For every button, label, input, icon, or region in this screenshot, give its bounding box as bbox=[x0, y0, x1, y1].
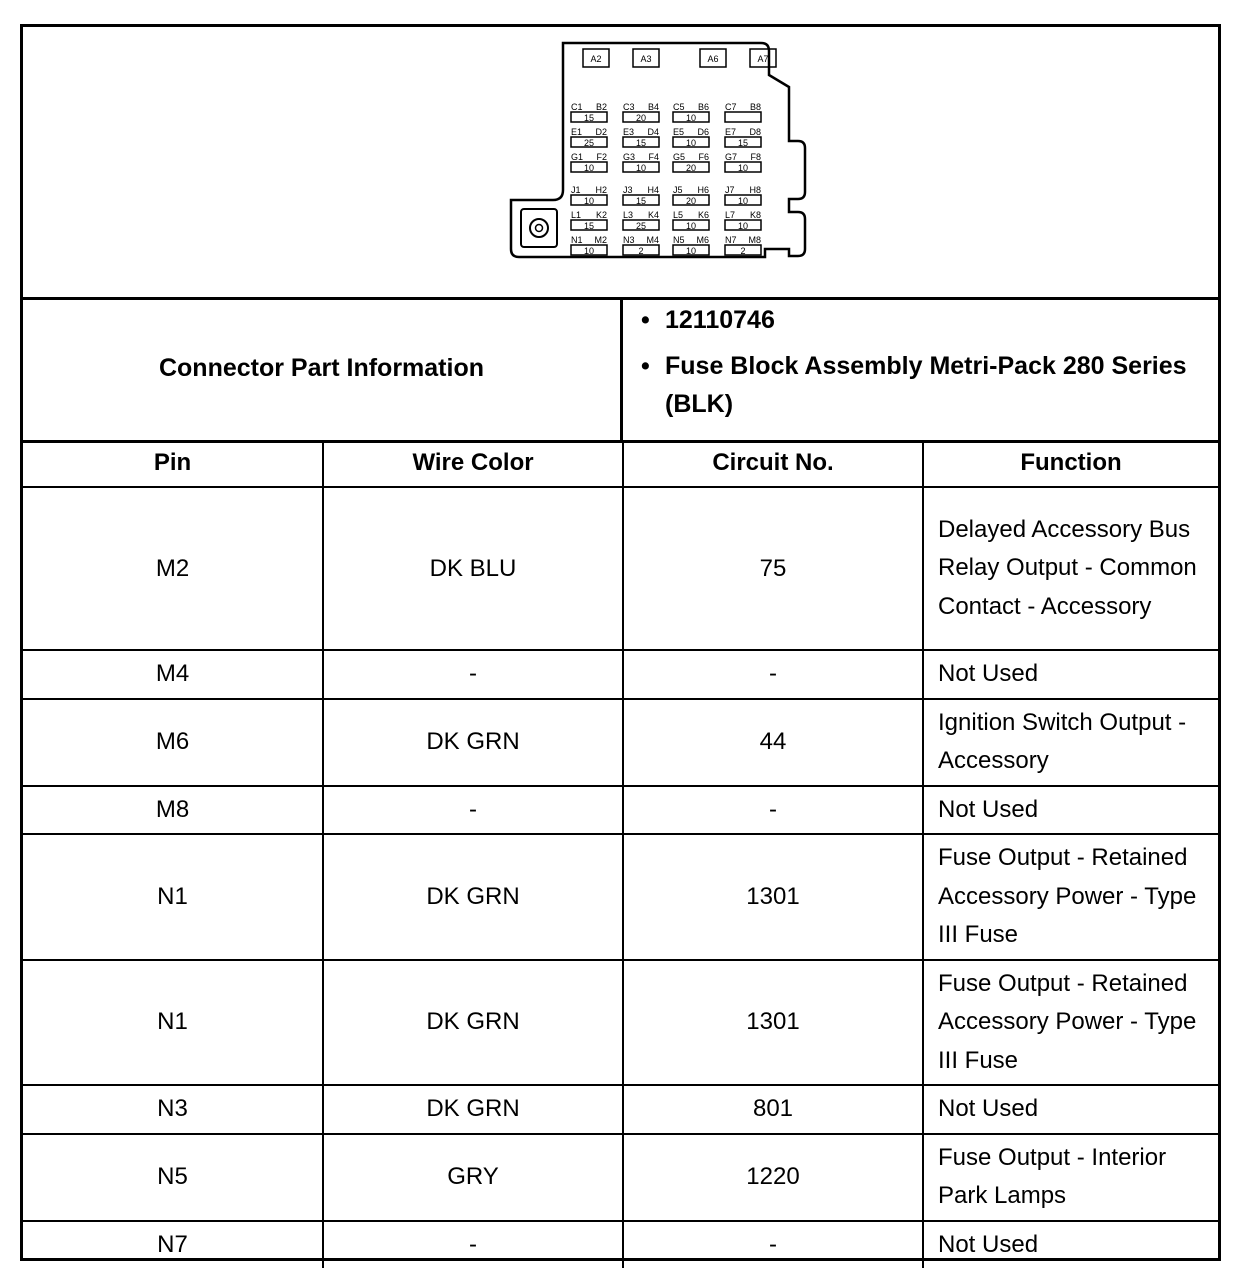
header-pin: Pin bbox=[23, 440, 323, 487]
header-function: Function bbox=[923, 440, 1218, 487]
table-row bbox=[23, 1221, 1218, 1269]
fuse-left-pin-label: N1 bbox=[571, 235, 583, 245]
fuse-amp-label: 10 bbox=[685, 138, 697, 148]
fuse-slot bbox=[673, 185, 709, 206]
relay-socket bbox=[633, 49, 659, 67]
fuse-slot bbox=[571, 210, 607, 231]
relay-socket bbox=[583, 49, 609, 67]
fuse-right-pin-label: F6 bbox=[698, 152, 709, 162]
fuse-block-diagram bbox=[493, 35, 833, 285]
relay-label: A6 bbox=[707, 54, 719, 64]
fuse-slot bbox=[725, 102, 761, 122]
fuse-left-pin-label: E3 bbox=[623, 127, 635, 137]
fuse-left-pin-label: E5 bbox=[673, 127, 685, 137]
fuse-right-pin-label: M4 bbox=[646, 235, 659, 245]
fuse-amp-label: 15 bbox=[635, 196, 647, 206]
relay-sockets bbox=[583, 49, 776, 67]
circuit-cell: 1301 bbox=[623, 834, 923, 960]
fuse-slot bbox=[673, 210, 709, 231]
fuse-slot bbox=[623, 210, 659, 231]
fuse-slot bbox=[571, 102, 607, 123]
pin-cell: N1 bbox=[23, 960, 323, 1086]
fuse-amp-label: 10 bbox=[737, 163, 749, 173]
fuse-right-pin-label: K6 bbox=[697, 210, 709, 220]
fuse-right-pin-label: F2 bbox=[596, 152, 607, 162]
pin-cell: N3 bbox=[23, 1085, 323, 1134]
function-cell: Not Used bbox=[923, 1221, 1218, 1269]
connector-info-list bbox=[635, 297, 1215, 423]
pin-cell: N1 bbox=[23, 834, 323, 960]
relay-label: A3 bbox=[640, 54, 652, 64]
table-row bbox=[23, 1134, 1218, 1221]
mounting-boss bbox=[521, 209, 557, 247]
function-cell: Not Used bbox=[923, 786, 1218, 835]
fuse-right-pin-label: F4 bbox=[648, 152, 659, 162]
fuse-block-diagram-cell bbox=[23, 27, 1218, 300]
fuse-right-pin-label: F8 bbox=[750, 152, 761, 162]
function-cell: Fuse Output - Interior Park Lamps bbox=[923, 1134, 1218, 1221]
fuse-amp-label: 20 bbox=[685, 196, 697, 206]
relay-label: A2 bbox=[590, 54, 602, 64]
fuse-left-pin-label: E7 bbox=[725, 127, 737, 137]
function-cell: Ignition Switch Output - Accessory bbox=[923, 699, 1218, 786]
wire-color-cell: DK GRN bbox=[323, 834, 623, 960]
fuse-right-pin-label: H4 bbox=[647, 185, 659, 195]
fuse-left-pin-label: J7 bbox=[725, 185, 735, 195]
fuse-right-pin-label: H6 bbox=[697, 185, 709, 195]
wire-color-cell: DK BLU bbox=[323, 487, 623, 650]
fuse-right-pin-label: B8 bbox=[749, 102, 761, 112]
fuse-slot bbox=[623, 235, 659, 256]
fuse-slot bbox=[571, 185, 607, 206]
connector-sheet bbox=[20, 24, 1221, 1261]
fuse-right-pin-label: K2 bbox=[595, 210, 607, 220]
fuse-left-pin-label: J3 bbox=[623, 185, 633, 195]
fuse-amp-label: 10 bbox=[737, 196, 749, 206]
header-circuit: Circuit No. bbox=[623, 440, 923, 487]
fuse-right-pin-label: D6 bbox=[697, 127, 709, 137]
fuse-right-pin-label: K8 bbox=[749, 210, 761, 220]
fuse-right-pin-label: M8 bbox=[748, 235, 761, 245]
wire-color-cell: - bbox=[323, 786, 623, 835]
fuse-slot bbox=[673, 152, 709, 173]
fuse-slot bbox=[571, 152, 607, 173]
fuse-amp-label: 15 bbox=[635, 138, 647, 148]
table-header-row bbox=[23, 440, 1218, 487]
fuse-slot bbox=[725, 152, 761, 173]
pin-cell: N7 bbox=[23, 1221, 323, 1269]
relay-label: A7 bbox=[757, 54, 769, 64]
table-row bbox=[23, 699, 1218, 786]
function-cell: Fuse Output - Retained Accessory Power - Type III Fuse bbox=[923, 960, 1218, 1086]
fuse-amp-label: 15 bbox=[737, 138, 749, 148]
fuse-amp-label: 10 bbox=[685, 221, 697, 231]
pin-cell: M4 bbox=[23, 650, 323, 699]
part-description: • Fuse Block Assembly Metri-Pack 280 Series (BLK) bbox=[635, 347, 1215, 423]
fuse-right-pin-label: K4 bbox=[647, 210, 659, 220]
fuse-amp-label: 20 bbox=[635, 113, 647, 123]
fuse-amp-label: 10 bbox=[685, 113, 697, 123]
pin-cell: M6 bbox=[23, 699, 323, 786]
fuse-left-pin-label: G5 bbox=[673, 152, 686, 162]
function-cell: Fuse Output - Retained Accessory Power - Type III Fuse bbox=[923, 834, 1218, 960]
fuse-slot bbox=[623, 127, 659, 148]
fuse-slot bbox=[623, 152, 659, 173]
table-row bbox=[23, 1085, 1218, 1134]
fuse-slot bbox=[673, 235, 709, 256]
fuse-left-pin-label: L7 bbox=[725, 210, 736, 220]
fuse-slot bbox=[673, 127, 709, 148]
fuse-left-pin-label: G3 bbox=[623, 152, 636, 162]
fuse-left-pin-label: N7 bbox=[725, 235, 737, 245]
fuse-left-pin-label: G1 bbox=[571, 152, 584, 162]
relay-socket bbox=[750, 49, 776, 67]
fuse-slot bbox=[725, 127, 761, 148]
circuit-cell: 75 bbox=[623, 487, 923, 650]
relay-socket bbox=[700, 49, 726, 67]
wire-color-cell: DK GRN bbox=[323, 699, 623, 786]
function-cell: Not Used bbox=[923, 650, 1218, 699]
function-cell: Not Used bbox=[923, 1085, 1218, 1134]
fuse-amp-label: 10 bbox=[737, 221, 749, 231]
fuse-slot bbox=[623, 102, 659, 123]
fuse-slot bbox=[571, 127, 607, 148]
fuse-amp-label: 25 bbox=[635, 221, 647, 231]
wire-color-cell: DK GRN bbox=[323, 1085, 623, 1134]
fuse-right-pin-label: D8 bbox=[749, 127, 761, 137]
circuit-cell: - bbox=[623, 786, 923, 835]
fuse-amp-label: 25 bbox=[583, 138, 595, 148]
fuse-grid bbox=[571, 102, 761, 256]
connector-info-label: Connector Part Information bbox=[23, 297, 623, 440]
circuit-cell: 1220 bbox=[623, 1134, 923, 1221]
fuse-amp-label: 10 bbox=[583, 163, 595, 173]
fuse-left-pin-label: L5 bbox=[673, 210, 684, 220]
circuit-cell: - bbox=[623, 650, 923, 699]
part-number: • 12110746 bbox=[635, 301, 1215, 339]
fuse-amp-label: 2 bbox=[740, 246, 746, 256]
fuse-amp-label: 2 bbox=[638, 246, 644, 256]
fuse-right-pin-label: D4 bbox=[647, 127, 659, 137]
pin-cell: M2 bbox=[23, 487, 323, 650]
mounting-hole-icon bbox=[530, 219, 548, 237]
function-cell: Delayed Accessory Bus Relay Output - Common Contact - Accessory bbox=[923, 487, 1218, 650]
fuse-left-pin-label: C5 bbox=[673, 102, 685, 112]
fuse-amp-label: 15 bbox=[583, 221, 595, 231]
table-row bbox=[23, 834, 1218, 960]
fuse-left-pin-label: N5 bbox=[673, 235, 685, 245]
fuse-right-pin-label: H2 bbox=[595, 185, 607, 195]
wire-color-cell: - bbox=[323, 650, 623, 699]
pin-cell: N5 bbox=[23, 1134, 323, 1221]
fuse-slot bbox=[673, 102, 709, 123]
fuse-right-pin-label: M2 bbox=[594, 235, 607, 245]
table-row bbox=[23, 487, 1218, 650]
wire-color-cell: DK GRN bbox=[323, 960, 623, 1086]
fuse-left-pin-label: L1 bbox=[571, 210, 582, 220]
circuit-cell: 1301 bbox=[623, 960, 923, 1086]
pin-cell: M8 bbox=[23, 786, 323, 835]
connector-info-row bbox=[23, 297, 1218, 443]
fuse-right-pin-label: H8 bbox=[749, 185, 761, 195]
table-row bbox=[23, 650, 1218, 699]
fuse-right-pin-label: B2 bbox=[595, 102, 607, 112]
fuse-amp-label: 10 bbox=[583, 196, 595, 206]
fuse-amp-label: 10 bbox=[685, 246, 697, 256]
wire-color-cell: GRY bbox=[323, 1134, 623, 1221]
fuse-left-pin-label: N3 bbox=[623, 235, 635, 245]
fuse-slot bbox=[571, 235, 607, 256]
fuse-left-pin-label: C7 bbox=[725, 102, 737, 112]
fuse-left-pin-label: G7 bbox=[725, 152, 738, 162]
fuse-amp-label: 15 bbox=[583, 113, 595, 123]
fuse-amp-label: 10 bbox=[583, 246, 595, 256]
fuse-right-pin-label: M6 bbox=[696, 235, 709, 245]
fuse-left-pin-label: J5 bbox=[673, 185, 683, 195]
fuse-right-pin-label: B4 bbox=[647, 102, 659, 112]
fuse-amp-label: 10 bbox=[635, 163, 647, 173]
circuit-cell: - bbox=[623, 1221, 923, 1269]
fuse-slot bbox=[623, 185, 659, 206]
fuse-left-pin-label: C1 bbox=[571, 102, 583, 112]
header-wire-color: Wire Color bbox=[323, 440, 623, 487]
fuse-right-pin-label: D2 bbox=[595, 127, 607, 137]
fuse-amp-label: 20 bbox=[685, 163, 697, 173]
fuse-slot bbox=[725, 235, 761, 256]
fuse-left-pin-label: J1 bbox=[571, 185, 581, 195]
wire-color-cell: - bbox=[323, 1221, 623, 1269]
table-row bbox=[23, 960, 1218, 1086]
table-row bbox=[23, 786, 1218, 835]
circuit-cell: 44 bbox=[623, 699, 923, 786]
pin-table bbox=[23, 440, 1218, 1268]
fuse-left-pin-label: L3 bbox=[623, 210, 634, 220]
circuit-cell: 801 bbox=[623, 1085, 923, 1134]
fuse-slot bbox=[725, 185, 761, 206]
fuse-slot bbox=[725, 210, 761, 231]
fuse-right-pin-label: B6 bbox=[697, 102, 709, 112]
fuse-left-pin-label: E1 bbox=[571, 127, 583, 137]
fuse-left-pin-label: C3 bbox=[623, 102, 635, 112]
